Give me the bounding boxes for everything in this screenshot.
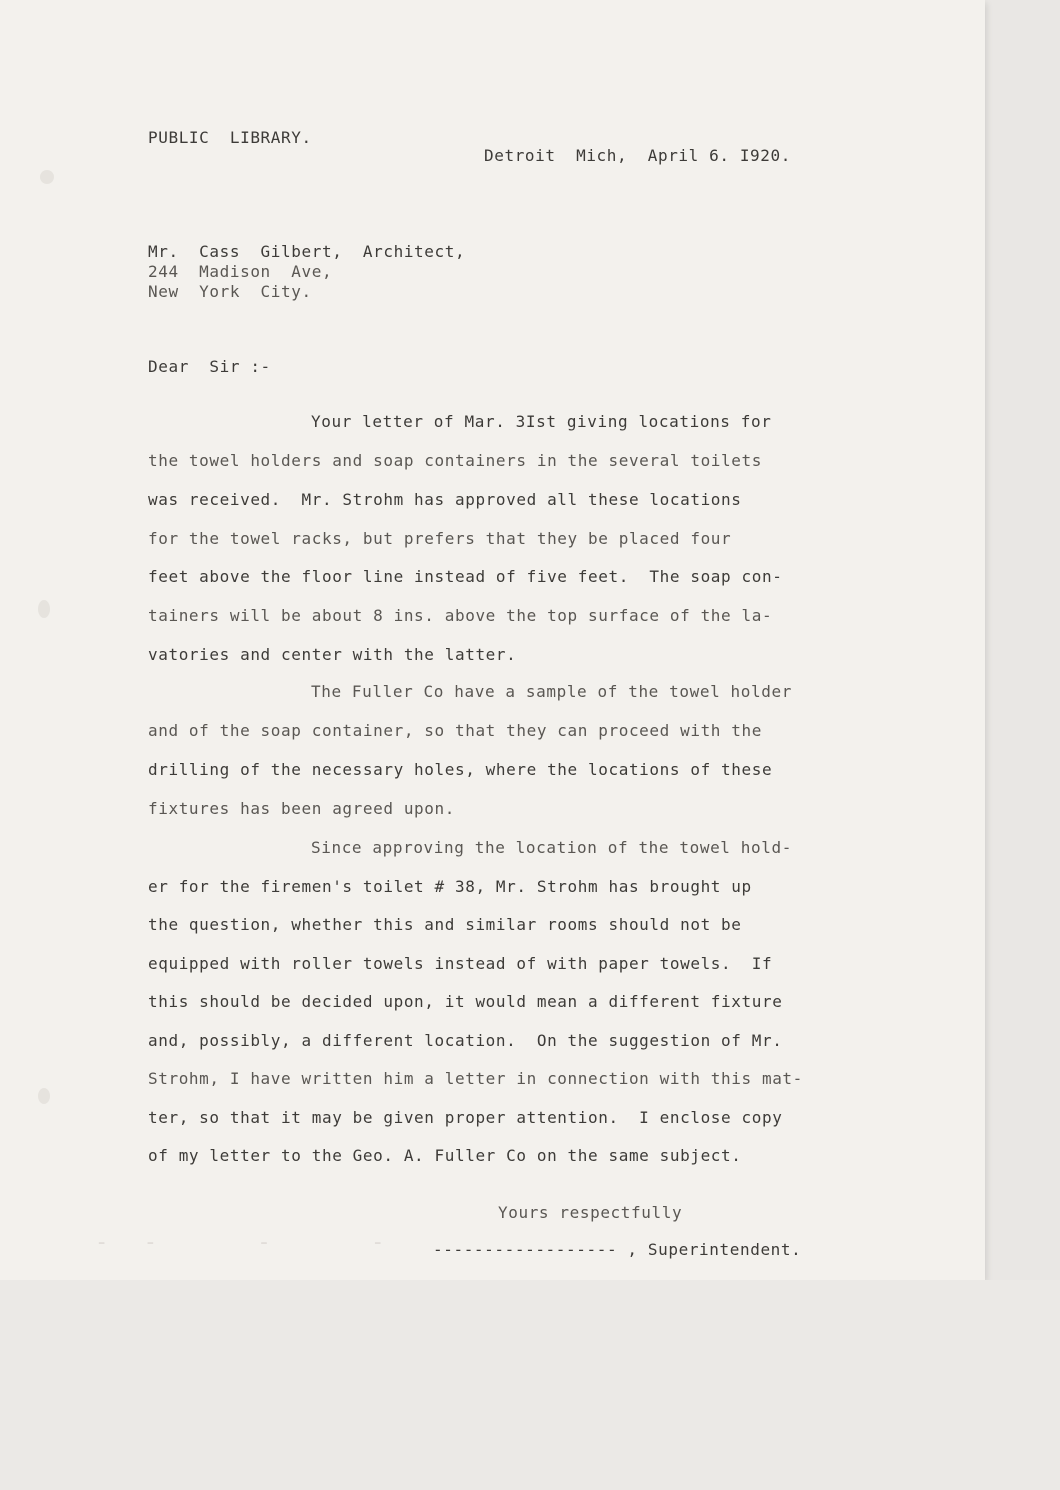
body-line: for the towel racks, but prefers that they be placed four (148, 529, 732, 548)
body-line: vatories and center with the latter. (148, 645, 517, 664)
paper-mark (38, 1088, 50, 1104)
body-line: Strohm, I have written him a letter in connection with this mat- (148, 1069, 803, 1088)
body-line: feet above the floor line instead of five feet. The soap con- (148, 567, 783, 586)
signature-line: ------------------ , Superintendent. (433, 1240, 802, 1259)
salutation: Dear Sir :- (148, 357, 271, 376)
address-line: Mr. Cass Gilbert, Architect, (148, 242, 466, 261)
body-line: tainers will be about 8 ins. above the top surface of the la- (148, 606, 773, 625)
body-line: Since approving the location of the towel hold- (311, 838, 792, 857)
address-line: New York City. (148, 282, 312, 301)
letterhead: PUBLIC LIBRARY. (148, 128, 312, 147)
body-line: this should be decided upon, it would mean a different fixture (148, 992, 783, 1011)
body-line: equipped with roller towels instead of with paper towels. If (148, 954, 773, 973)
bleed-through-stamp: - - - - (30, 1230, 388, 1255)
paper-mark (38, 600, 50, 618)
body-line: drilling of the necessary holes, where the locations of these (148, 760, 773, 779)
scan-background (0, 1280, 1060, 1490)
address-line: 244 Madison Ave, (148, 262, 333, 281)
body-line: Your letter of Mar. 3Ist giving locations for (311, 412, 772, 431)
body-line: and, possibly, a different location. On the suggestion of Mr. (148, 1031, 783, 1050)
body-line: and of the soap container, so that they can proceed with the (148, 721, 762, 740)
body-line: er for the firemen's toilet # 38, Mr. Strohm has brought up (148, 877, 752, 896)
closing: Yours respectfully (498, 1203, 683, 1222)
body-line: fixtures has been agreed upon. (148, 799, 455, 818)
paper-mark (40, 170, 54, 184)
dateline: Detroit Mich, April 6. I920. (484, 146, 791, 165)
body-line: ter, so that it may be given proper attention. I enclose copy (148, 1108, 783, 1127)
body-line: the question, whether this and similar rooms should not be (148, 915, 742, 934)
body-line: was received. Mr. Strohm has approved all these locations (148, 490, 742, 509)
body-line: the towel holders and soap containers in the several toilets (148, 451, 762, 470)
body-line: The Fuller Co have a sample of the towel holder (311, 682, 792, 701)
body-line: of my letter to the Geo. A. Fuller Co on the same subject. (148, 1146, 742, 1165)
